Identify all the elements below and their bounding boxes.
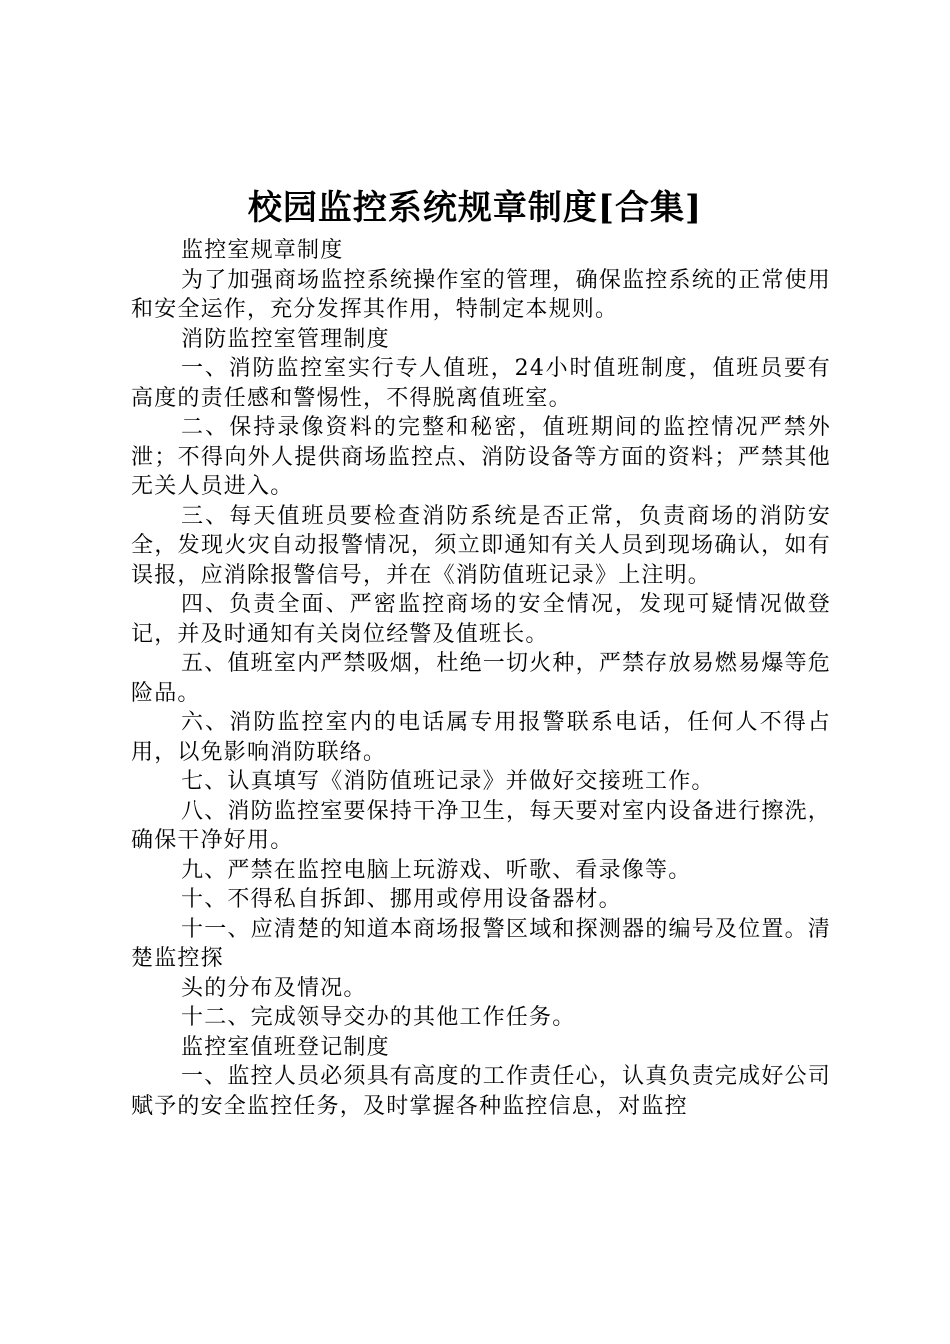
section-heading: 监控室值班登记制度 <box>181 1034 390 1060</box>
rule-item: 十一、应清楚的知道本商场报警区域和探测器的编号及位置。清楚监控探 <box>131 916 831 971</box>
rule-item: 一、监控人员必须具有高度的工作责任心，认真负责完成好公司赋予的安全监控任务，及时掌握各种监控信息，对监控 <box>131 1064 831 1119</box>
section-heading: 消防监控室管理制度 <box>181 326 390 352</box>
rule-item-continuation: 头的分布及情况。 <box>181 975 367 1001</box>
rule-item: 五、值班室内严禁吸烟，杜绝一切火种，严禁存放易燃易爆等危险品。 <box>131 651 831 706</box>
rule-item: 十二、完成领导交办的其他工作任务。 <box>181 1005 576 1030</box>
rule-item: 九、严禁在监控电脑上玩游戏、听歌、看录像等。 <box>181 857 692 883</box>
rule-item: 十、不得私自拆卸、挪用或停用设备器材。 <box>181 887 622 912</box>
rule-item: 一、消防监控室实行专人值班，24小时值班制度，值班员要有高度的责任感和警惕性，不得脱离值班室。 <box>131 356 831 411</box>
rule-item: 七、认真填写《消防值班记录》并做好交接班工作。 <box>181 769 715 794</box>
rule-item: 四、负责全面、严密监控商场的安全情况，发现可疑情况做登记，并及时通知有关岗位经警及值班长。 <box>131 592 831 647</box>
rule-item: 六、消防监控室内的电话属专用报警联系电话，任何人不得占用，以免影响消防联络。 <box>131 710 831 765</box>
document-title: 校园监控系统规章制度[合集] <box>247 188 703 228</box>
section-heading: 监控室规章制度 <box>181 238 344 263</box>
rule-item: 二、保持录像资料的完整和秘密，值班期间的监控情况严禁外泄；不得向外人提供商场监控点、消防设备等方面的资料；严禁其他无关人员进入。 <box>131 415 831 499</box>
document-body <box>131 236 831 1121</box>
rule-item: 八、消防监控室要保持干净卫生，每天要对室内设备进行擦洗，确保干净好用。 <box>131 798 831 853</box>
body-paragraph: 为了加强商场监控系统操作室的管理，确保监控系统的正常使用和安全运作，充分发挥其作用，特制定本规则。 <box>131 267 831 322</box>
rule-item: 三、每天值班员要检查消防系统是否正常，负责商场的消防安全，发现火灾自动报警情况，须立即通知有关人员到现场确认，如有误报，应消除报警信号，并在《消防值班记录》上注明。 <box>131 503 831 588</box>
